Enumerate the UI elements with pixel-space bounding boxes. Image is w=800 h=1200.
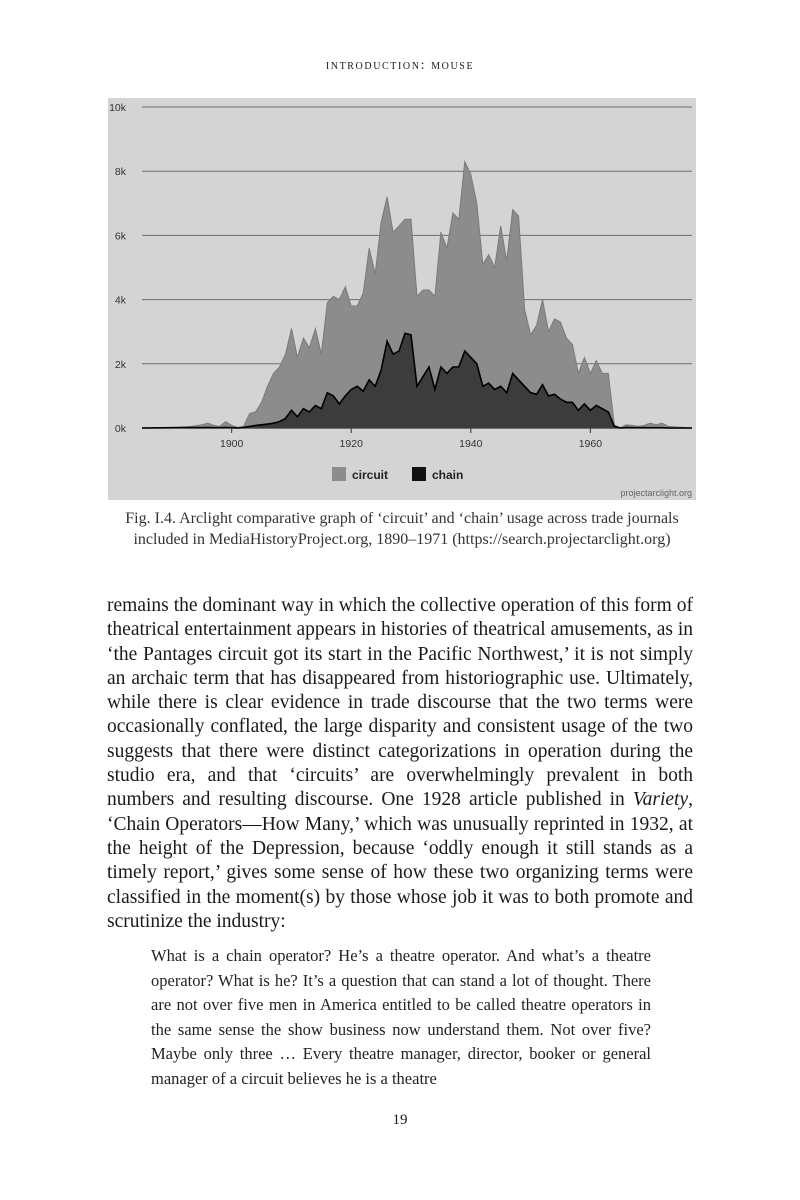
y-tick-label: 8k xyxy=(114,166,126,179)
caption-line-2: included in MediaHistoryProject.org, 1890–1971 (https://search.projectarclight.org) xyxy=(133,531,671,548)
x-tick-label: 1960 xyxy=(578,438,603,450)
y-tick-label: 0k xyxy=(114,423,126,435)
body-paragraph-text xyxy=(107,594,693,934)
x-tick-label: 1900 xyxy=(219,438,244,450)
legend-swatch-chain xyxy=(412,467,426,481)
chart-credit: projectarclight.org xyxy=(620,488,692,498)
x-tick-label: 1940 xyxy=(459,438,483,450)
y-tick-label: 2k xyxy=(114,358,126,371)
legend-label-circuit: circuit xyxy=(352,468,389,482)
legend-swatch-circuit xyxy=(332,467,346,481)
block-quote xyxy=(151,944,651,1091)
figure-caption xyxy=(108,508,696,550)
running-head: introduction: mouse xyxy=(325,58,475,73)
legend-label-chain: chain xyxy=(432,468,464,482)
caption-line-1: Fig. I.4. Arclight comparative graph of ‘circuit’ and ‘chain’ usage across trade journals xyxy=(125,510,679,527)
area-chart xyxy=(108,98,696,500)
page-number: 19 xyxy=(392,1112,408,1128)
y-tick-label: 4k xyxy=(114,294,126,307)
italic-title: Variety xyxy=(632,789,689,811)
x-tick-label: 1920 xyxy=(339,438,363,450)
body-text-segment: remains the dominant way in which the collective operation of this form of theatrical entertainment appears in histories of theatrical amusements, as in ‘the Pantages circuit got its start in the Pacific Northwest,’ it is not simply an archaic term that has disappeared from historiographic use. Ultimately, while there is clear evidence in trade discourse that the two terms were occasionally conflated, the large disparity and consistent usage of the two suggests that there were distinct categorizations in operation during the studio era, and that ‘circuits’ are overwhelmingly prevalent in both numbers and resulting discourse. One 1928 article published in xyxy=(107,595,693,811)
body-text-segment: , ‘Chain Operators—How Many,’ which was unusually reprinted in 1932, at the height of the Depression, because ‘oddly enough it still stands as a timely report,’ gives some sense of how these two organizing terms were classified in the moment(s) by those whose job it was to both promote and scrutinize the industry: xyxy=(107,789,693,932)
body-paragraph xyxy=(107,594,693,934)
block-quote-text: What is a chain operator? He’s a theatre operator. And what’s a theatre operator? What is he? It’s a question that can stand a lot of thought. There are not over five men in America entitled to be called theatre operators in the same sense the show business now understand them. Not over five? Maybe only three … Every theatre manager, director, booker or general manager of a circuit believes he is a theatre xyxy=(151,946,651,1088)
figure-chart xyxy=(108,98,696,500)
y-tick-label: 6k xyxy=(114,230,126,243)
y-tick-label: 10k xyxy=(109,102,126,114)
